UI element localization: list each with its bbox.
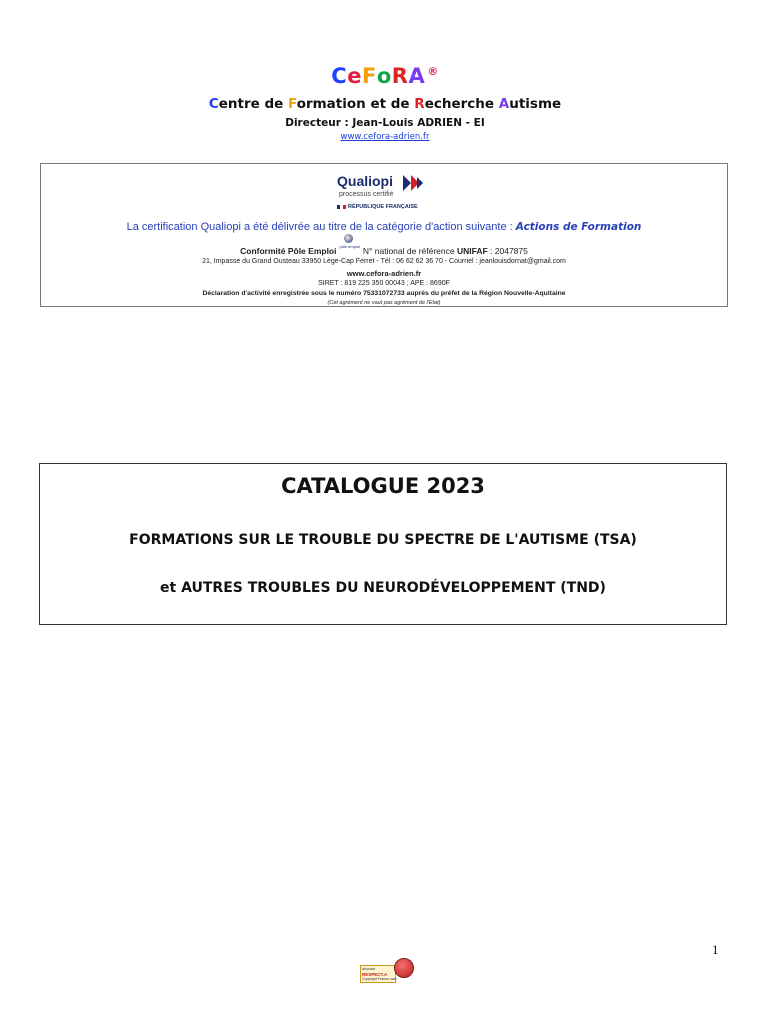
unifaf-prefix: N° national de référence — [360, 246, 457, 256]
catalogue-title-box — [39, 463, 727, 625]
subtitle-text: entre de — [218, 96, 288, 112]
agrement-note: (Cet agrément ne vaut pas agrément de l'Etat) — [327, 300, 441, 306]
logo-letter: F — [361, 64, 377, 88]
page-number: 1 — [712, 942, 719, 957]
qualiopi-logo-subtitle: processus certifié — [339, 191, 394, 198]
certification-statement — [41, 221, 727, 233]
unifaf-label: UNIFAF — [456, 246, 488, 256]
address-line: 21, Impasse du Grand Ousteau 33950 Lège-Cap Ferret - Tél : 06 62 62 36 70 - Courriel : jeanlouisdornat@gmail.com — [202, 258, 566, 265]
registered-mark: ® — [427, 65, 439, 78]
cefora-logo — [0, 64, 770, 88]
unifaf-number: : 2047875 — [487, 246, 528, 256]
siret-line: SIRET : 819 225 350 00043 ; APE : 8690F — [318, 280, 450, 287]
pole-emploi-logo-text: pôle emploi — [339, 244, 360, 249]
conformite-line — [41, 244, 727, 256]
subtitle-text: ormation et de — [296, 96, 415, 112]
catalogue-title: CATALOGUE 2023 — [281, 474, 485, 498]
subtitle-text: utisme — [509, 96, 562, 112]
stamp-seal-icon — [394, 958, 414, 978]
republique-text: RÉPUBLIQUE FRANÇAISE — [348, 204, 418, 210]
french-flag-icon — [337, 205, 346, 209]
copyright-stamp — [360, 958, 414, 982]
stamp-badge — [360, 965, 396, 983]
subtitle-initial: R — [414, 96, 425, 112]
stamp-line3: Copyright France.com — [362, 977, 397, 981]
republique-francaise-label — [337, 204, 418, 210]
qualiopi-certification-box — [40, 163, 728, 307]
qualiopi-arrows-icon — [403, 175, 429, 191]
cert-prefix: La certification Qualiopi a été délivrée au titre de la catégorie d'action suivante : — [126, 221, 516, 233]
subtitle-text: echerche — [424, 96, 499, 112]
website-link[interactable]: www.cefora-adrien.fr — [340, 132, 430, 142]
director-line: Directeur : Jean-Louis ADRIEN - EI — [285, 117, 485, 129]
cert-category: Actions de Formation — [515, 221, 642, 233]
pole-emploi-logo — [339, 244, 360, 254]
logo-letter: e — [347, 64, 362, 88]
logo-letter: o — [376, 64, 392, 88]
logo-letter: C — [331, 64, 348, 88]
logo-letter: A — [408, 64, 426, 88]
qualiopi-website: www.cefora-adrien.fr — [346, 269, 422, 278]
declaration-line: Déclaration d'activité enregistrée sous le numéro 75331072733 auprès du préfet de la Région Nouvelle-Aquitaine — [202, 290, 566, 297]
catalogue-subtitle-tsa: FORMATIONS SUR LE TROUBLE DU SPECTRE DE L'AUTISME (TSA) — [129, 532, 637, 548]
pole-emploi-globe-icon — [344, 234, 353, 243]
subtitle-initial: F — [288, 96, 297, 112]
stamp-line2: RESPECT.A — [362, 972, 388, 977]
subtitle-initial: A — [498, 96, 510, 112]
logo-letter: R — [391, 64, 409, 88]
organization-subtitle — [0, 96, 770, 112]
catalogue-subtitle-tnd: et AUTRES TROUBLES DU NEURODÉVELOPPEMENT (TND) — [160, 580, 606, 596]
qualiopi-logo-name: Qualiopi — [337, 173, 393, 189]
conformite-label: Conformité Pôle Emploi — [240, 246, 337, 256]
qualiopi-logo — [337, 170, 437, 214]
stamp-line1: déposé — [362, 966, 376, 971]
subtitle-initial: C — [208, 96, 219, 112]
